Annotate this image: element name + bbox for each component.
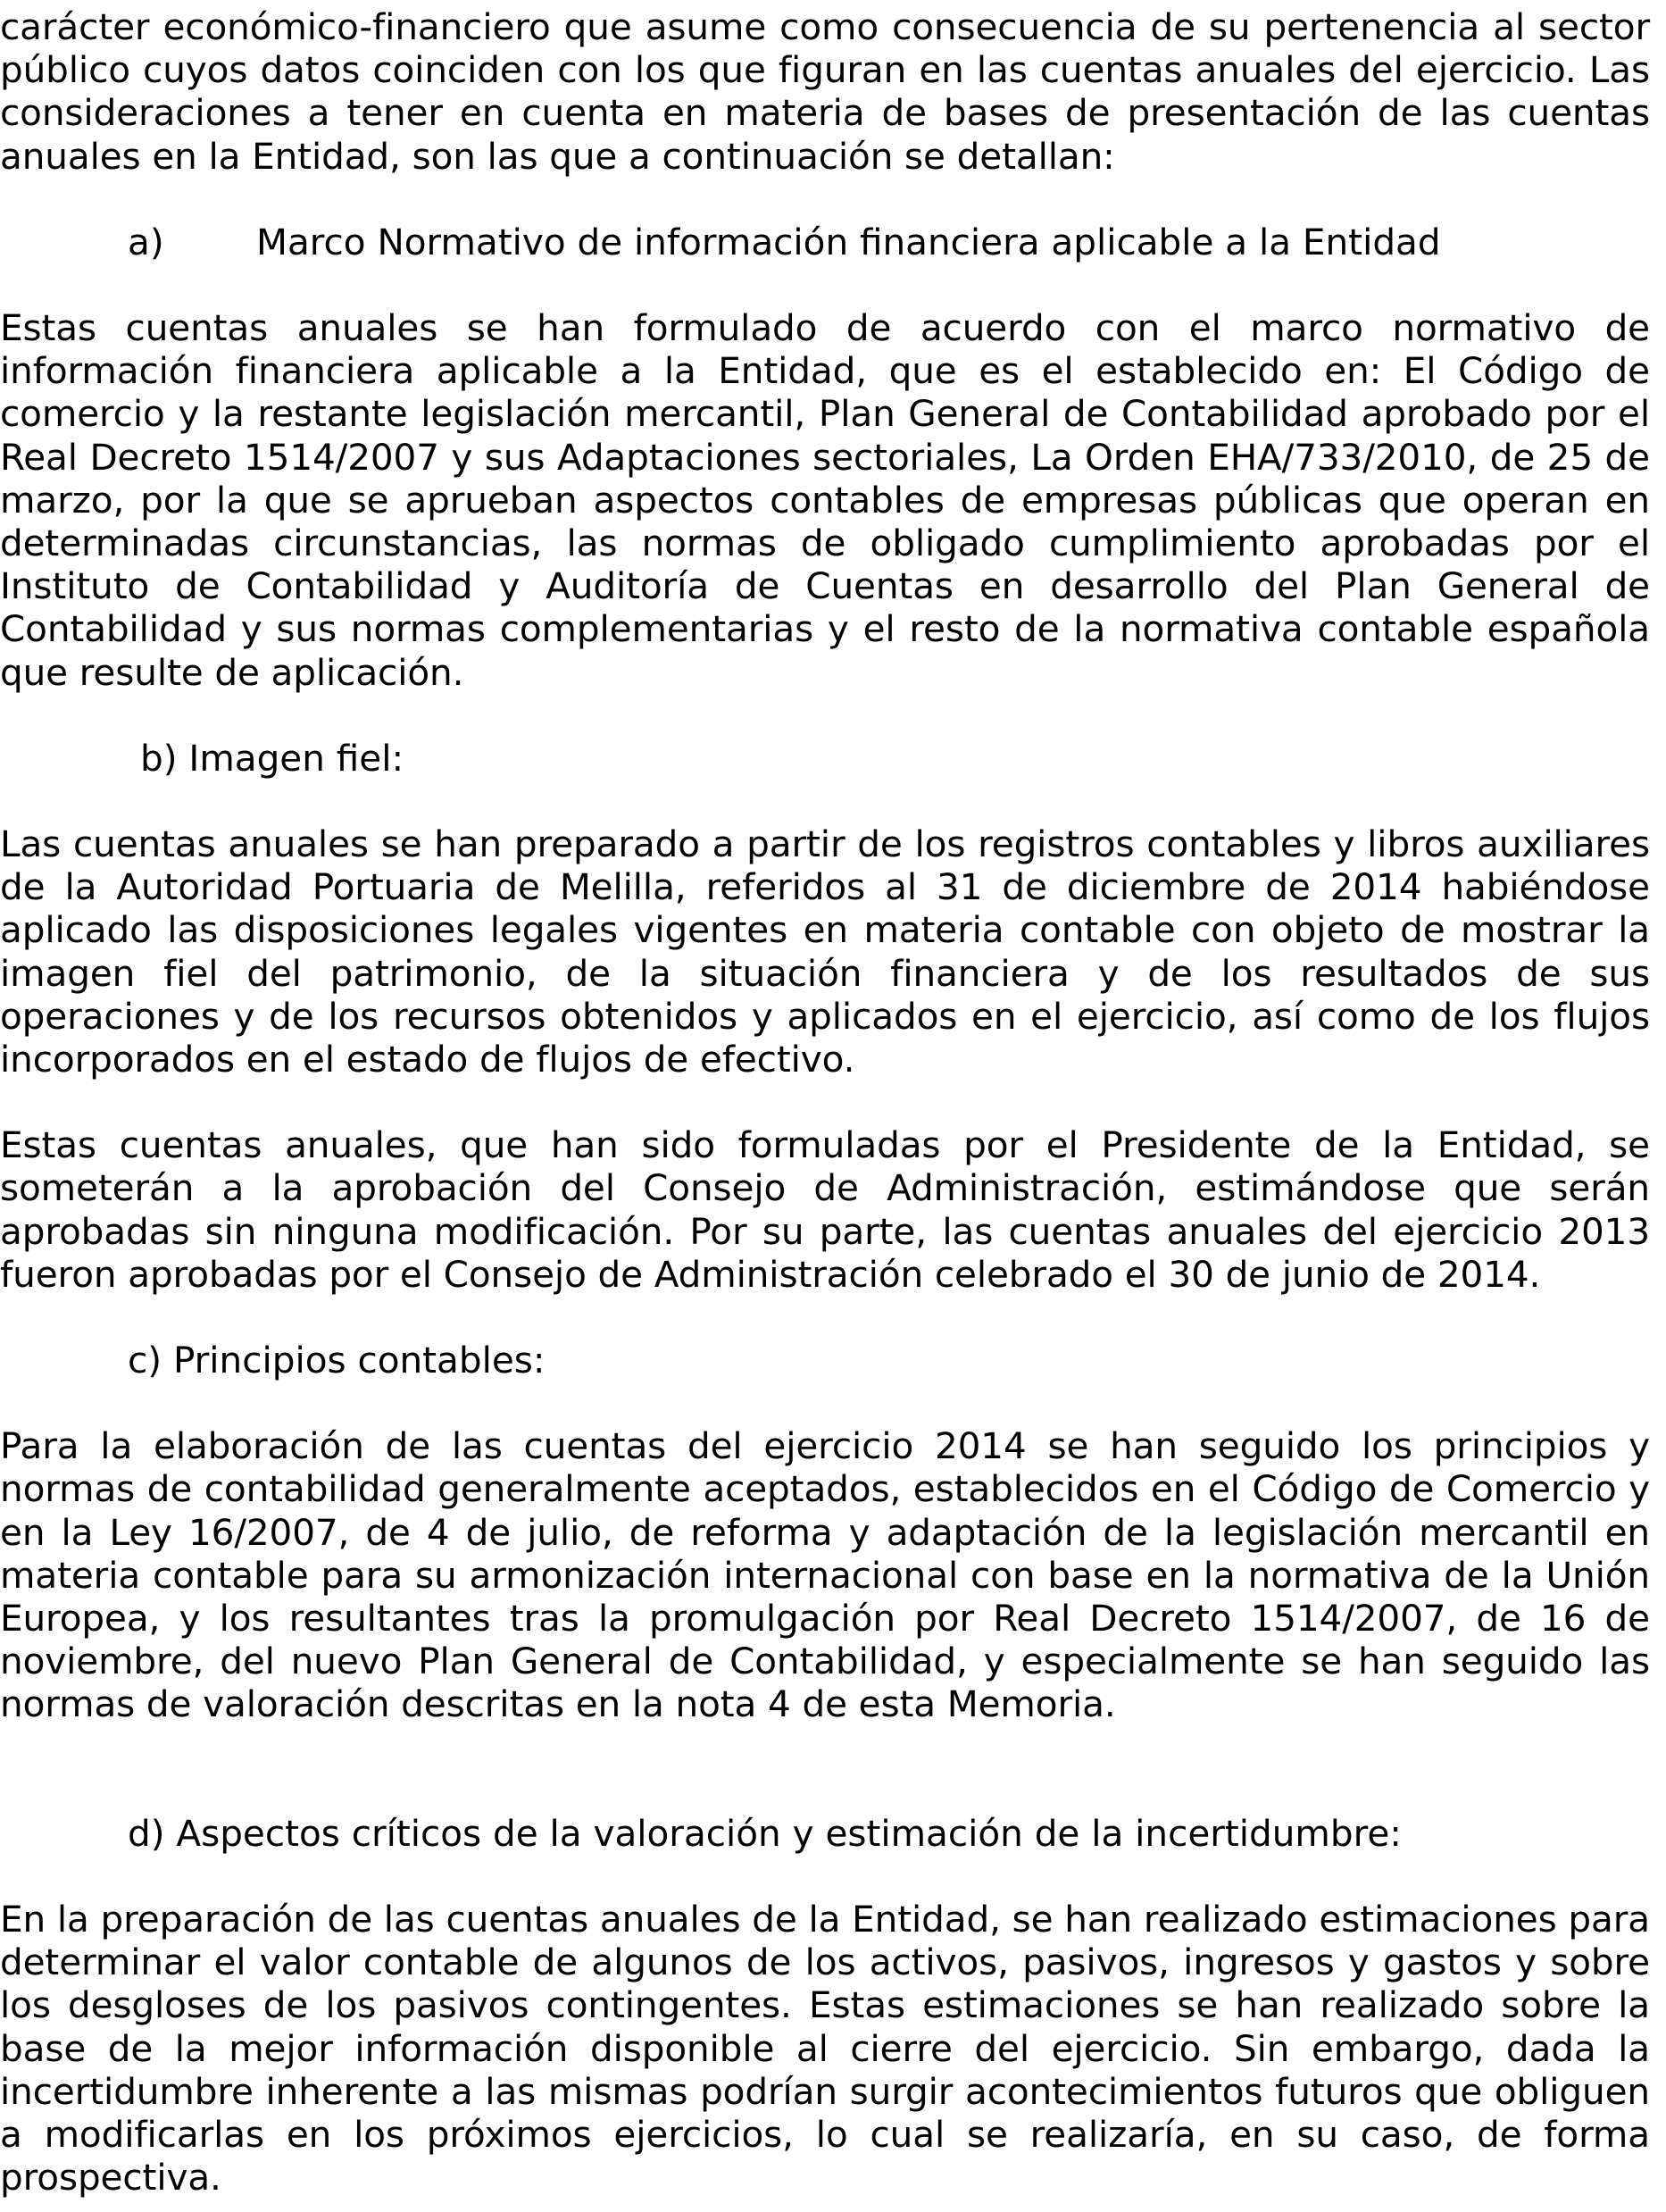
section-d-body: En la preparación de las cuentas anuales de la Entidad, se han realizado estimaciones para determinar el valor contable de algunos de los activos, pasivos, ingresos y gastos y sobre los desgloses de los pasivos contingentes. Estas estimaciones se han realizado sobre la base de la mejor información disponible al cierre del ejercicio. Sin embargo, dada la incertidumbre inherente a las mismas podrían surgir acontecimientos futuros que obliguen a modificarlas en los próximos ejercicios, lo cual se realizaría, en su caso, de forma prospectiva. bbox=[0, 1897, 1650, 2199]
section-a-heading bbox=[0, 221, 1650, 263]
section-c-title: c) Principios contables: bbox=[128, 1339, 546, 1382]
section-a-body: Estas cuentas anuales se han formulado de acuerdo con el marco normativo de información financiera aplicable a la Entidad, que es el establecido en: El Código de comercio y la restante legislación mercantil, Plan General de Contabilidad aprobado por el Real Decreto 1514/2007 y sus Adaptaciones sectoriales, La Orden EHA/733/2010, de 25 de marzo, por la que se aprueban aspectos contables de empresas públicas que operan en determinadas circunstancias, las normas de obligado cumplimiento aprobadas por el Instituto de Contabilidad y Auditoría de Cuentas en desarrollo del Plan General de Contabilidad y sus normas complementarias y el resto de la normativa contable española que resulte de aplicación. bbox=[0, 306, 1650, 694]
section-b-body-1: Las cuentas anuales se han preparado a partir de los registros contables y libros auxiliares de la Autoridad Portuaria de Melilla, referidos al 31 de diciembre de 2014 habiéndose aplicado las disposiciones legales vigentes en materia contable con objeto de mostrar la imagen fiel del patrimonio, de la situación financiera y de los resultados de sus operaciones y de los recursos obtenidos y aplicados en el ejercicio, así como de los flujos incorporados en el estado de flujos de efectivo. bbox=[0, 822, 1650, 1081]
intro-paragraph: carácter económico-financiero que asume como consecuencia de su pertenencia al sector público cuyos datos coinciden con los que figuran en las cuentas anuales del ejercicio. Las consideraciones a tener en cuenta en materia de bases de presentación de las cuentas anuales en la Entidad, son las que a continuación se detallan: bbox=[0, 5, 1650, 178]
section-a-marker: a) bbox=[128, 220, 164, 263]
section-d-title: d) Aspectos críticos de la valoración y estimación de la incertidumbre: bbox=[128, 1811, 1402, 1855]
section-b-body-2: Estas cuentas anuales, que han sido formuladas por el Presidente de la Entidad, se someterán a la aprobación del Consejo de Administración, estimándose que serán aprobadas sin ninguna modificación. Por su parte, las cuentas anuales del ejercicio 2013 fueron aprobadas por el Consejo de Administración celebrado el 30 de junio de 2014. bbox=[0, 1123, 1650, 1296]
section-c-body: Para la elaboración de las cuentas del ejercicio 2014 se han seguido los principios y normas de contabilidad generalmente aceptados, establecidos en el Código de Comercio y en la Ley 16/2007, de 4 de julio, de reforma y adaptación de la legislación mercantil en materia contable para su armonización internacional con base en la normativa de la Unión Europea, y los resultantes tras la promulgación por Real Decreto 1514/2007, de 16 de noviembre, del nuevo Plan General de Contabilidad, y especialmente se han seguido las normas de valoración descritas en la nota 4 de esta Memoria. bbox=[0, 1424, 1650, 1726]
section-a-title: Marco Normativo de información financiera aplicable a la Entidad bbox=[256, 220, 1441, 263]
section-b-title: b) Imagen fiel: bbox=[140, 736, 404, 780]
